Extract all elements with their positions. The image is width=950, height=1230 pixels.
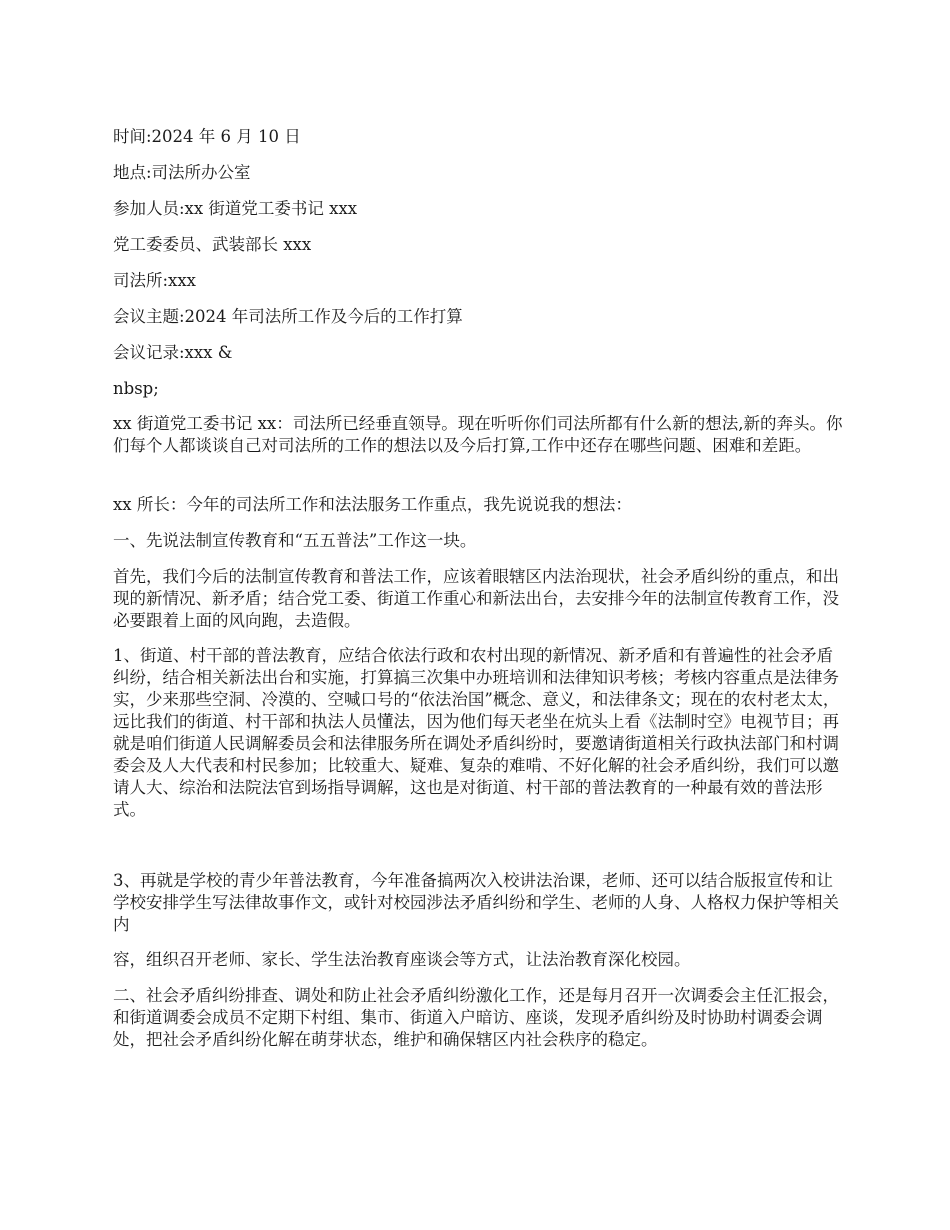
- section-two: 二、社会矛盾纠纷排查、调处和防止社会矛盾纠纷激化工作，还是每月召开一次调委会主任汇报会，和街道调委会成员不定期下村组、集市、街道入户暗访、座谈，发现矛盾纠纷及时协助村调委会调处，把社会矛盾纠纷化解在萌芽状态，维护和确保辖区内社会秩序的稳定。: [113, 986, 839, 1049]
- meeting-topic: 会议主题:2024 年司法所工作及今后的工作打算: [113, 307, 463, 326]
- meeting-location: 地点:司法所办公室: [113, 163, 251, 182]
- attendees: 参加人员:xx 街道党工委书记 xxx: [113, 199, 358, 218]
- section-one-heading: 一、先说法制宣传教育和“五五普法”工作这一块。: [113, 531, 477, 550]
- stray-entity-text: nbsp;: [113, 379, 159, 398]
- meeting-recorder: 会议记录:xxx &: [113, 343, 233, 362]
- director-remarks: xx 所长：今年的司法所工作和法法服务工作重点，我先说说我的想法：: [113, 495, 632, 514]
- item-three-continued: 容，组织召开老师、家长、学生法治教育座谈会等方式，让法治教育深化校园。: [113, 950, 691, 969]
- item-three: 3、再就是学校的青少年普法教育，今年准备搞两次入校讲法治课，老师、还可以结合版报宣传和让学校安排学生写法律故事作文，或针对校园涉法矛盾纠纷和学生、老师的人身、人格权力保护等相关内: [113, 871, 839, 934]
- paragraph-first: 首先，我们今后的法制宣传教育和普法工作，应该着眼辖区内法治现状，社会矛盾纠纷的重点，和出现的新情况、新矛盾；结合党工委、街道工作重心和新法出台，去安排今年的法制宣传教育工作，没必要跟着上面的风向跑，去造假。: [113, 567, 839, 630]
- item-one: 1、街道、村干部的普法教育，应结合依法行政和农村出现的新情况、新矛盾和有普遍性的社会矛盾纠纷，结合相关新法出台和实施，打算搞三次集中办班培训和法律知识考核；考核内容重点是法律务实，少来那些空洞、冷漠的、空喊口号的“依法治国”概念、意义，和法律条文；现在的农村老太太，远比我们的街道、村干部和执法人员懂法，因为他们每天老坐在炕头上看《法制时空》电视节目；再就是咱们街道人民调解委员会和法律服务所在调处矛盾纠纷时，要邀请街道相关行政执法部门和村调委会及人大代表和村民参加；比较重大、疑难、复杂的难啃、不好化解的社会矛盾纠纷，我们可以邀请人大、综治和法院法官到场指导调解，这也是对街道、村干部的普法教育的一种最有效的普法形式。: [113, 646, 840, 819]
- meeting-time: 时间:2024 年 6 月 10 日: [113, 127, 301, 146]
- attendee-judicial-office: 司法所:xxx: [113, 271, 196, 290]
- secretary-remarks: xx 街道党工委书记 xx：司法所已经垂直领导。现在听听你们司法所都有什么新的想法,新的奔头。你们每个人都谈谈自己对司法所的工作的想法以及今后打算,工作中还存在哪些问题、困难和差距。: [113, 414, 843, 455]
- attendee-committee-member: 党工委委员、武装部长 xxx: [113, 235, 312, 254]
